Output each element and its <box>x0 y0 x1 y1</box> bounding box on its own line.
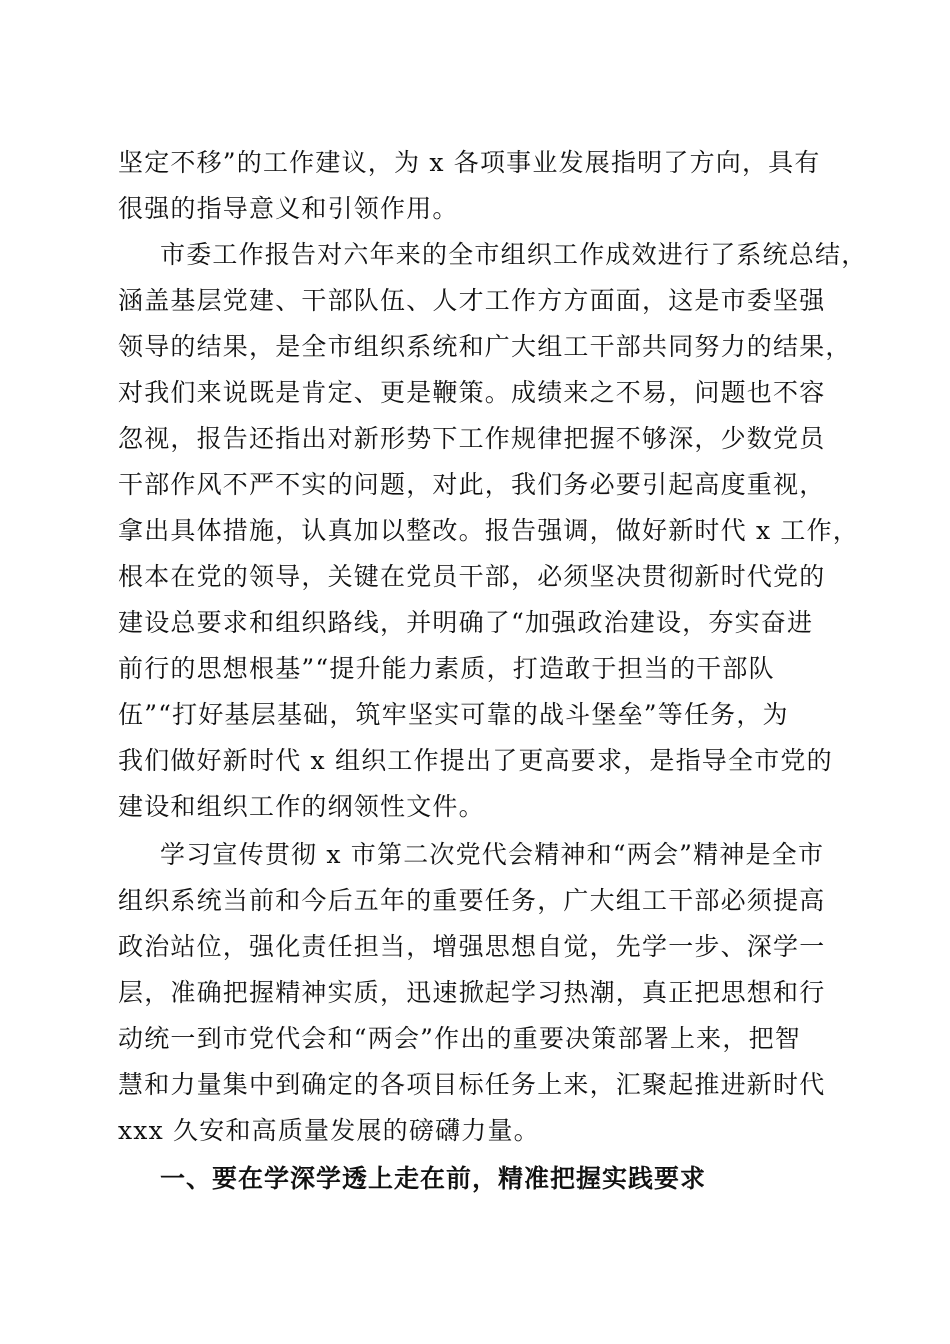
text-line: 动统一到市党代会和“两会”作出的重要决策部署上来，把智 <box>118 1024 801 1053</box>
text-line: 组织系统当前和今后五年的重要任务，广大组工干部必须提高 <box>118 886 826 915</box>
text-line: 层，准确把握精神实质，迅速掀起学习热潮，真正把思想和行 <box>118 978 826 1007</box>
text-line: 很强的指导意义和引领作用。 <box>118 194 459 223</box>
text-line: 干部作风不严不实的问题，对此，我们务必要引起高度重视， <box>118 470 826 499</box>
text-line: 前行的思想根基”“提升能力素质，打造敢于担当的干部队 <box>118 654 775 683</box>
text-line: 拿出具体措施，认真加以整改。报告强调，做好新时代 x 工作， <box>118 516 859 545</box>
text-line: 根本在党的领导，关键在党员干部，必须坚决贯彻新时代党的 <box>118 562 826 591</box>
text-line: 建设总要求和组织路线，并明确了“加强政治建设，夯实奋进 <box>118 608 814 637</box>
text-line: 领导的结果，是全市组织系统和广大组工干部共同努力的结果， <box>118 332 852 361</box>
text-line: 涵盖基层党建、干部队伍、人才工作方方面面，这是市委坚强 <box>118 286 826 315</box>
text-line: 伍”“打好基层基础，筑牢坚实可靠的战斗堡垒”等任务，为 <box>118 700 789 729</box>
text-line: 忽视，报告还指出对新形势下工作规律把握不够深，少数党员 <box>118 424 826 453</box>
text-line: 我们做好新时代 x 组织工作提出了更高要求，是指导全市党的 <box>118 746 833 775</box>
text-line: 建设和组织工作的纲领性文件。 <box>118 792 485 821</box>
text-line: 慧和力量集中到确定的各项目标任务上来，汇聚起推进新时代 <box>118 1070 826 1099</box>
section-heading: 一、要在学深学透上走在前，精准把握实践要求 <box>160 1164 707 1193</box>
text-line: 对我们来说既是肯定、更是鞭策。成绩来之不易，问题也不容 <box>118 378 826 407</box>
paragraph-start-line: 学习宣传贯彻 x 市第二次党代会精神和“两会”精神是全市 <box>160 840 825 869</box>
text-line: 政治站位，强化责任担当，增强思想自觉，先学一步、深学一 <box>118 932 826 961</box>
paragraph-start-line: 市委工作报告对六年来的全市组织工作成效进行了系统总结， <box>160 240 868 269</box>
text-line: xxx 久安和高质量发展的磅礴力量。 <box>118 1116 540 1145</box>
text-line: 坚定不移”的工作建议，为 x 各项事业发展指明了方向，具有 <box>118 148 821 177</box>
